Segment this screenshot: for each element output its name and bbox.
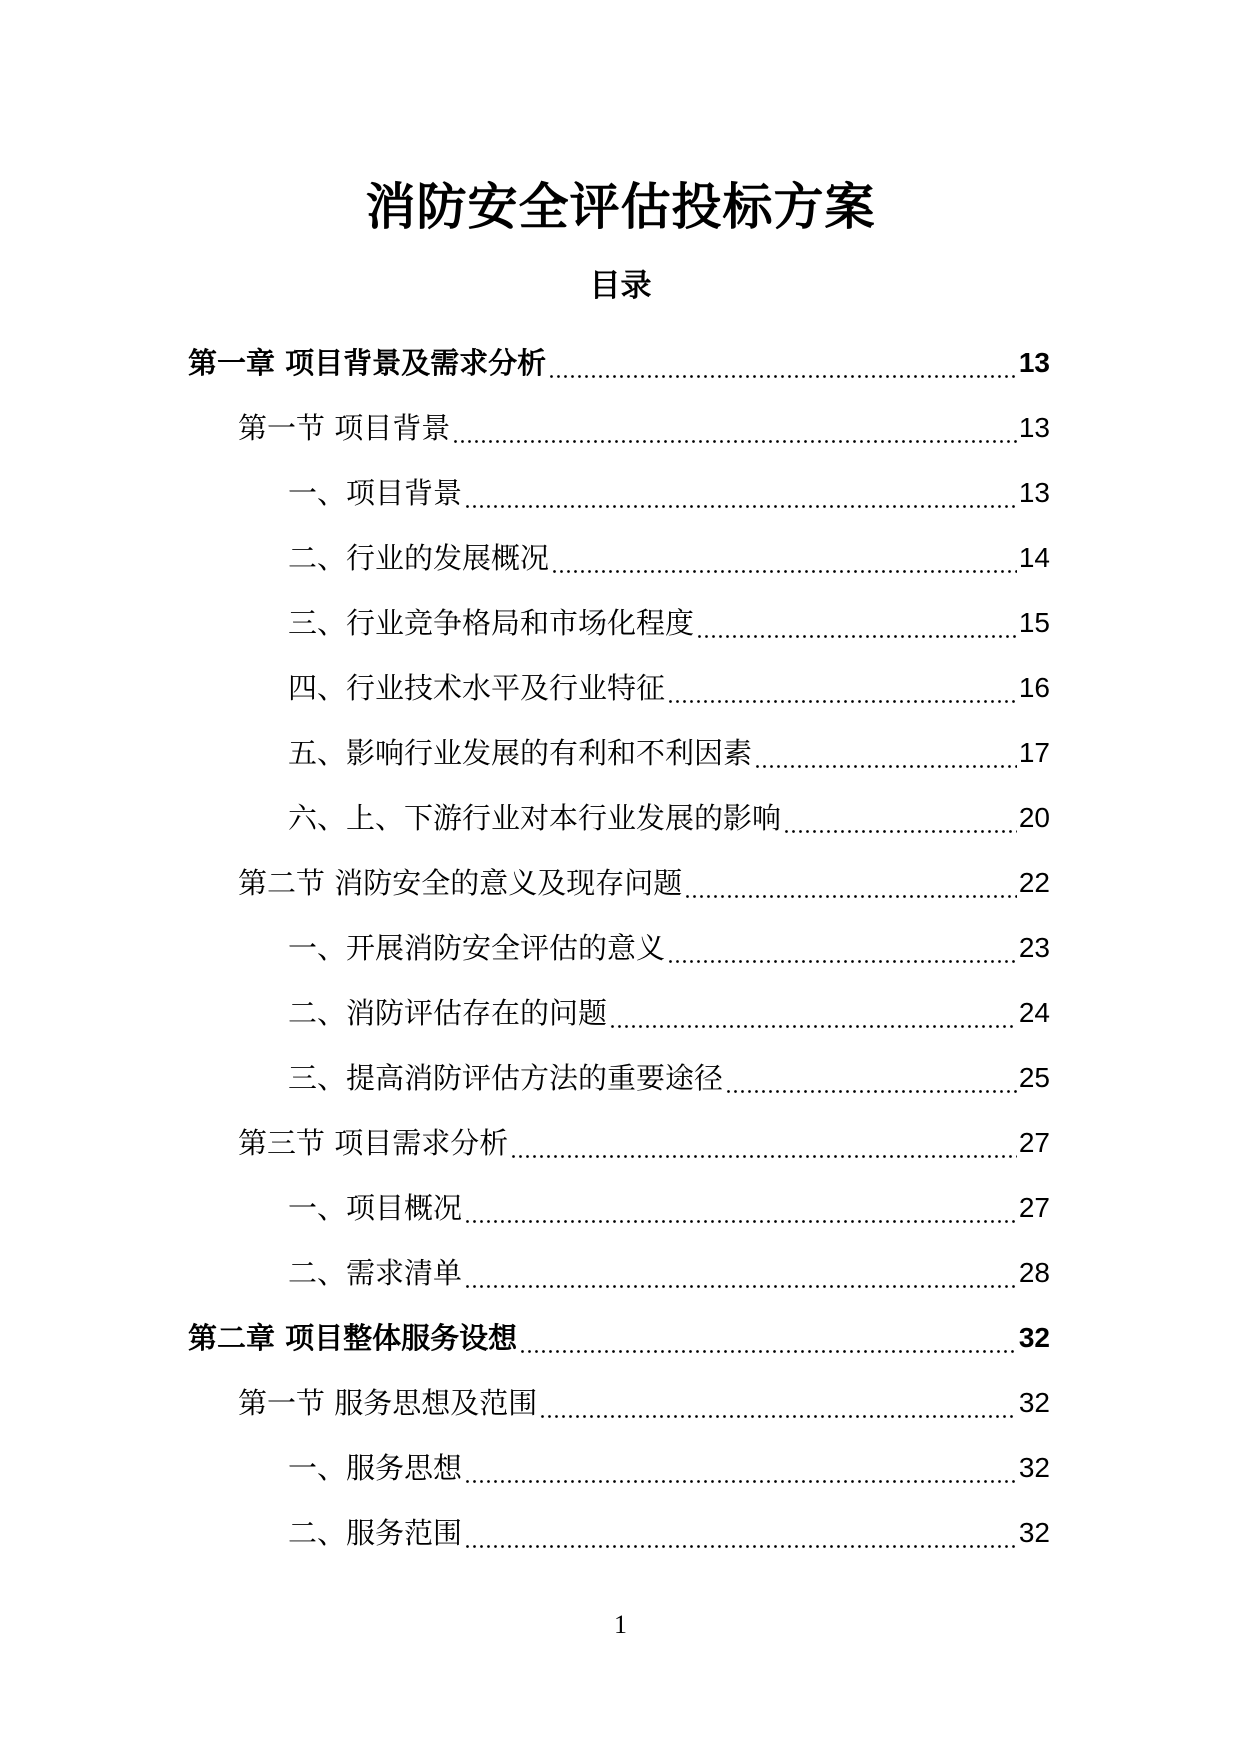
toc-entry[interactable] xyxy=(0,980,1241,1045)
toc-entry[interactable] xyxy=(0,590,1241,655)
toc-dot-leader xyxy=(725,1060,1017,1096)
toc-entry-title: 四、行业技术水平及行业特征 xyxy=(288,670,666,705)
toc-entry[interactable] xyxy=(0,460,1241,525)
toc-entry-page: 14 xyxy=(1018,541,1050,573)
toc-entry[interactable] xyxy=(0,1370,1241,1435)
toc-entry-title: 第二节 消防安全的意义及现存问题 xyxy=(238,865,683,900)
toc-entry[interactable] xyxy=(0,915,1241,980)
toc-dot-leader xyxy=(551,540,1017,576)
toc-entry-title: 二、需求清单 xyxy=(288,1255,463,1290)
toc-dot-leader xyxy=(754,735,1017,771)
toc-dot-leader xyxy=(464,1255,1017,1291)
toc-entry-title: 三、行业竞争格局和市场化程度 xyxy=(288,605,695,640)
toc-entry[interactable] xyxy=(0,1500,1241,1565)
toc-entry-title: 第一节 服务思想及范围 xyxy=(238,1385,538,1420)
toc-dot-leader xyxy=(464,1450,1017,1486)
table-of-contents xyxy=(0,330,1241,1565)
toc-dot-leader xyxy=(464,475,1017,511)
toc-entry-page: 32 xyxy=(1018,1516,1050,1548)
toc-entry-page: 17 xyxy=(1018,736,1050,768)
toc-dot-leader xyxy=(667,670,1017,706)
toc-entry-page: 28 xyxy=(1018,1256,1050,1288)
toc-entry[interactable] xyxy=(0,1435,1241,1500)
toc-entry-title: 一、开展消防安全评估的意义 xyxy=(288,930,666,965)
toc-entry-page: 13 xyxy=(1018,476,1050,508)
toc-entry-title: 第一章 项目背景及需求分析 xyxy=(188,345,547,380)
toc-entry[interactable] xyxy=(0,1305,1241,1370)
toc-entry-title: 六、上、下游行业对本行业发展的影响 xyxy=(288,800,782,835)
toc-entry-page: 24 xyxy=(1018,996,1050,1028)
toc-entry[interactable] xyxy=(0,720,1241,785)
document-title: 消防安全评估投标方案 xyxy=(365,178,876,236)
toc-entry-page: 13 xyxy=(1018,411,1050,443)
toc-entry-page: 25 xyxy=(1018,1061,1050,1093)
toc-entry-title: 一、服务思想 xyxy=(288,1450,463,1485)
toc-dot-leader xyxy=(548,345,1017,381)
page-number: 1 xyxy=(614,1610,627,1639)
toc-entry[interactable] xyxy=(0,395,1241,460)
toc-entry[interactable] xyxy=(0,1240,1241,1305)
toc-entry-title: 二、消防评估存在的问题 xyxy=(288,995,608,1030)
toc-entry-title: 三、提高消防评估方法的重要途径 xyxy=(288,1060,724,1095)
toc-dot-leader xyxy=(783,800,1017,836)
toc-entry-title: 第一节 项目背景 xyxy=(238,410,451,445)
toc-entry-page: 15 xyxy=(1018,606,1050,638)
toc-entry-title: 二、行业的发展概况 xyxy=(288,540,550,575)
toc-entry[interactable] xyxy=(0,655,1241,720)
toc-entry-title: 一、项目背景 xyxy=(288,475,463,510)
toc-dot-leader xyxy=(696,605,1017,641)
toc-entry[interactable] xyxy=(0,1045,1241,1110)
toc-dot-leader xyxy=(464,1190,1017,1226)
toc-dot-leader xyxy=(510,1125,1017,1161)
toc-entry-title: 一、项目概况 xyxy=(288,1190,463,1225)
toc-dot-leader xyxy=(667,930,1017,966)
toc-entry[interactable] xyxy=(0,1175,1241,1240)
toc-dot-leader xyxy=(684,865,1017,901)
toc-dot-leader xyxy=(609,995,1017,1031)
toc-heading: 目录 xyxy=(589,268,652,304)
toc-entry[interactable] xyxy=(0,850,1241,915)
toc-entry[interactable] xyxy=(0,330,1241,395)
toc-dot-leader xyxy=(452,410,1017,446)
toc-entry-title: 第二章 项目整体服务设想 xyxy=(188,1320,518,1355)
toc-entry-title: 二、服务范围 xyxy=(288,1515,463,1550)
toc-dot-leader xyxy=(464,1515,1017,1551)
toc-entry-page: 13 xyxy=(1018,346,1050,378)
toc-entry-page: 32 xyxy=(1018,1321,1050,1353)
toc-entry-page: 32 xyxy=(1018,1386,1050,1418)
toc-entry-page: 20 xyxy=(1018,801,1050,833)
toc-entry[interactable] xyxy=(0,785,1241,850)
toc-entry-page: 27 xyxy=(1018,1126,1050,1158)
toc-entry-page: 32 xyxy=(1018,1451,1050,1483)
toc-entry-page: 27 xyxy=(1018,1191,1050,1223)
toc-dot-leader xyxy=(539,1385,1017,1421)
toc-entry[interactable] xyxy=(0,525,1241,590)
toc-entry-page: 23 xyxy=(1018,931,1050,963)
toc-dot-leader xyxy=(519,1320,1017,1356)
toc-entry-page: 16 xyxy=(1018,671,1050,703)
toc-entry-title: 第三节 项目需求分析 xyxy=(238,1125,509,1160)
toc-entry-page: 22 xyxy=(1018,866,1050,898)
toc-entry[interactable] xyxy=(0,1110,1241,1175)
toc-entry-title: 五、影响行业发展的有利和不利因素 xyxy=(288,735,753,770)
